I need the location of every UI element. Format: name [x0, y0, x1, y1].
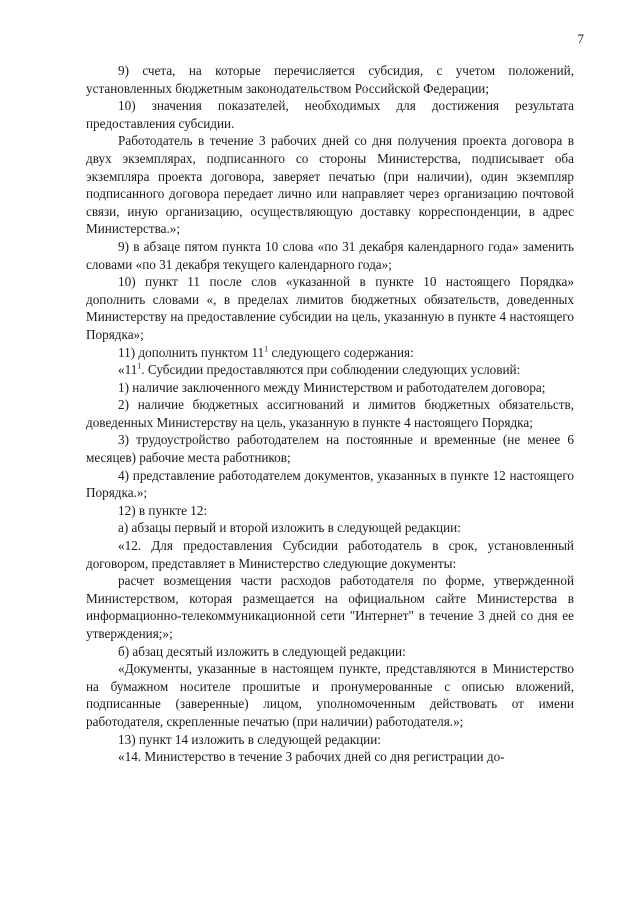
- paragraph: а) абзацы первый и второй изложить в следующей редакции:: [118, 520, 461, 536]
- paragraph: «Документы, указанные в настоящем пункте, представляются в Министерство на бумажном носителе прошитые и пронумерованные с описью вложений, подписанные (заверенные) лицом, уполномоченным действовать от имени работодателя, скрепленные печатью (при наличии) работодателя.»;: [86, 661, 574, 729]
- paragraph: 12) в пункте 12:: [118, 502, 208, 518]
- paragraph-text: «11: [118, 362, 138, 378]
- superscript: 1: [264, 344, 269, 354]
- paragraph: 10) пункт 11 после слов «указанной в пункте 10 настоящего Порядка» дополнить словами «, в пределах лимитов бюджетных обязательств, доведенных Министерству на предоставление субсидии на цель, указанную в пункте 4 настоящего Порядка»;: [86, 274, 574, 342]
- page-number: 7: [577, 31, 584, 46]
- paragraph-text: следующего содержания:: [268, 344, 414, 360]
- paragraph: 10) значения показателей, необходимых для достижения результата предоставления субсидии.: [86, 98, 574, 131]
- paragraph: расчет возмещения части расходов работодателя по форме, утвержденной Министерством, которая размещается на официальном сайте Министерства в информационно-телекоммуникационной сети "Интернет" в течение 3 дней со дня ее утверждения;»;: [86, 573, 574, 641]
- paragraph: 2) наличие бюджетных ассигнований и лимитов бюджетных обязательств, доведенных Министерству на цель, указанную в пункте 4 настоящего Порядка;: [86, 397, 574, 430]
- paragraph: 3) трудоустройство работодателем на постоянные и временные (не менее 6 месяцев) рабочие места работников;: [86, 432, 574, 466]
- superscript: 1: [137, 361, 142, 371]
- paragraph: 4) представление работодателем документов, указанных в пункте 12 настоящего Порядка.»;: [86, 467, 574, 501]
- paragraph: 9) в абзаце пятом пункта 10 слова «по 31 декабря календарного года» заменить словами «по 31 декабря текущего календарного года»;: [86, 238, 574, 272]
- paragraph: 9) счета, на которые перечисляется субсидия, с учетом положений, установленных бюджетным законодательством Российской Федерации;: [86, 63, 574, 96]
- paragraph: 13) пункт 14 изложить в следующей редакции:: [118, 731, 381, 747]
- paragraph: б) абзац десятый изложить в следующей редакции:: [118, 643, 406, 659]
- paragraph-text: 11) дополнить пунктом 11: [118, 344, 265, 360]
- paragraph: «12. Для предоставления Субсидии работодатель в срок, установленный договором, представляет в Министерство следующие документы:: [86, 538, 574, 571]
- document-body: [86, 62, 574, 766]
- paragraph: [86, 344, 574, 362]
- paragraph-text: . Субсидии предоставляются при соблюдении следующих условий:: [141, 362, 521, 378]
- paragraph: «14. Министерство в течение 3 рабочих дней со дня регистрации до-: [118, 749, 505, 765]
- paragraph: [86, 361, 574, 379]
- paragraph: Работодатель в течение 3 рабочих дней со дня получения проекта договора в двух экземплярах, подписанного со стороны Министерства, подписывает оба экземпляра проекта договора, заверяет печатью (при наличии), один экземпляр подписанного договора передает лично или направляет через организацию почтовой связи, иную организацию, осуществляющую доставку корреспонденции, в адрес Министерства.»;: [86, 133, 574, 237]
- paragraph: 1) наличие заключенного между Министерством и работодателем договора;: [118, 379, 546, 395]
